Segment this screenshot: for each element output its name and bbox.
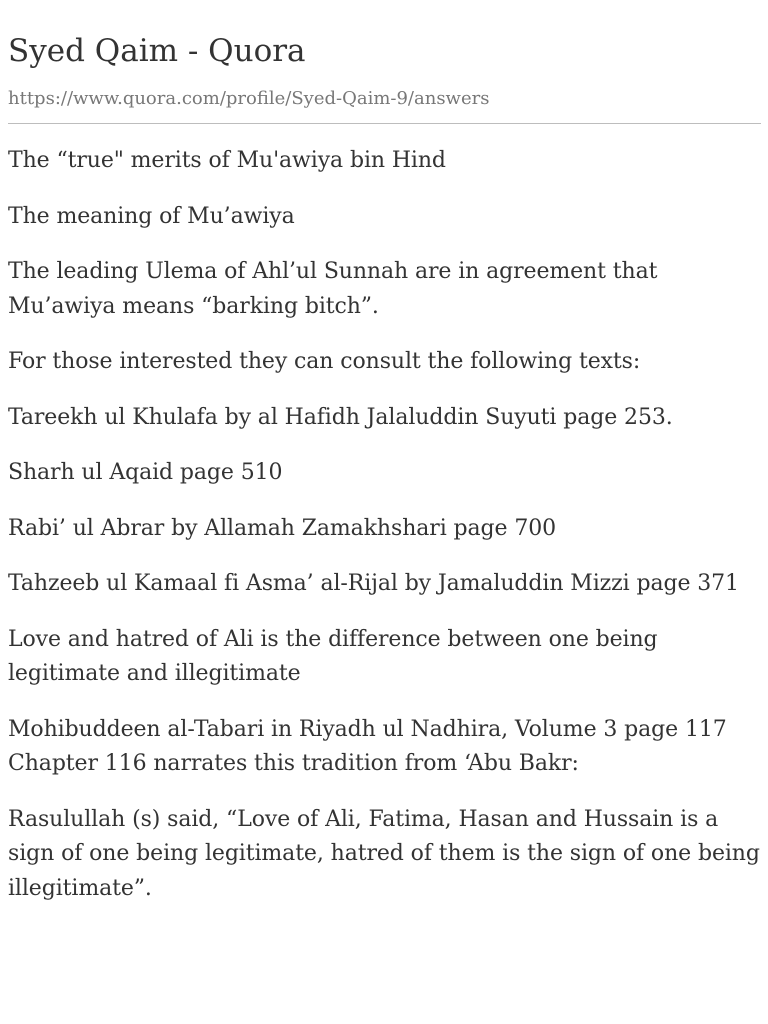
reference-item: Sharh ul Aqaid page 510	[8, 460, 283, 485]
quotation: Rasulullah (s) said, “Love of Ali, Fatima, Hasan and Hussain is a sign of one being legitimate, hatred of them is the sign of one being illegitimate”.	[8, 806, 760, 901]
page-header	[8, 0, 761, 124]
reference-item: Tareekh ul Khulafa by al Hafidh Jalaluddin Suyuti page 253.	[8, 404, 673, 430]
paragraph: The leading Ulema of Ahl’ul Sunnah are in agreement that Mu’awiya means “barking bitch”.	[8, 259, 658, 319]
answer-heading: The “true" merits of Mu'awiya bin Hind	[8, 148, 446, 173]
paragraph: For those interested they can consult the following texts:	[8, 349, 641, 374]
header-divider	[8, 123, 761, 124]
section-heading-love-hatred: Love and hatred of Ali is the difference between one being legitimate and illegitimate	[8, 626, 658, 686]
reference-item: Tahzeeb ul Kamaal fi Asma’ al-Rijal by Jamaluddin Mizzi page 371	[8, 571, 739, 596]
section-heading-meaning: The meaning of Mu’awiya	[8, 203, 295, 229]
page-title: Syed Qaim - Quora	[8, 33, 306, 69]
answer-content	[8, 144, 761, 906]
paragraph: Mohibuddeen al-Tabari in Riyadh ul Nadhira, Volume 3 page 117 Chapter 116 narrates this tradition from ‘Abu Bakr:	[8, 716, 727, 776]
page-url[interactable]: https://www.quora.com/profile/Syed-Qaim-9/answers	[8, 88, 490, 109]
reference-item: Rabi’ ul Abrar by Allamah Zamakhshari page 700	[8, 515, 557, 541]
